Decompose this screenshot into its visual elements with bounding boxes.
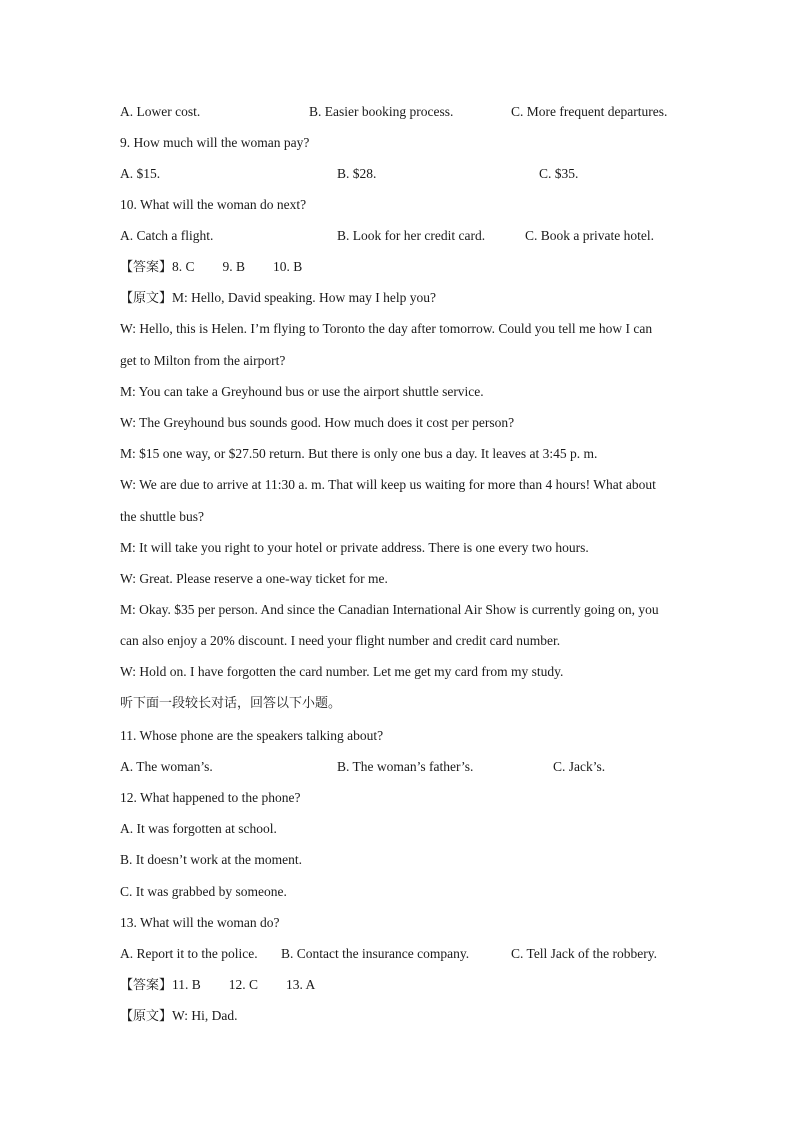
q10-option-b: B. Look for her credit card.	[337, 228, 486, 243]
answer-10: 10. B	[273, 259, 303, 274]
transcript-1-line-7: W: We are due to arrive at 11:30 a. m. That will keep us waiting for more than 4 hours! What about	[120, 477, 656, 492]
answer-8: 8. C	[172, 259, 195, 274]
q12-question: 12. What happened to the phone?	[120, 790, 301, 805]
q10-question: 10. What will the woman do next?	[120, 197, 307, 212]
transcript-tag: 【原文】	[120, 1009, 173, 1024]
answer-block-1	[120, 258, 302, 277]
answer-12: 12. C	[228, 977, 259, 992]
answer-tag: 【答案】	[120, 260, 173, 275]
q9-question: 9. How much will the woman pay?	[120, 135, 310, 150]
q8-option-b: B. Easier booking process.	[309, 104, 454, 119]
answer-block-2	[120, 976, 315, 995]
transcript-2-line-1: 【原文】W: Hi, Dad.	[120, 1008, 238, 1024]
transcript-1-line-4: M: You can take a Greyhound bus or use the airport shuttle service.	[120, 384, 484, 399]
q11-option-c: C. Jack’s.	[553, 759, 606, 774]
q9-option-c: C. $35.	[539, 166, 579, 181]
q10-option-c: C. Book a private hotel.	[525, 228, 654, 243]
q13-option-b: B. Contact the insurance company.	[281, 946, 470, 961]
transcript-1-line-5: W: The Greyhound bus sounds good. How much does it cost per person?	[120, 415, 515, 430]
transcript-1-line-9: M: It will take you right to your hotel or private address. There is one every two hours.	[120, 540, 589, 555]
q8-option-c: C. More frequent departures.	[511, 104, 668, 119]
q9-option-b: B. $28.	[337, 166, 377, 181]
q8-option-a: A. Lower cost.	[120, 104, 201, 119]
transcript-1-line-12: can also enjoy a 20% discount. I need your flight number and credit card number.	[120, 633, 561, 648]
q13-option-a: A. Report it to the police.	[120, 946, 258, 961]
transcript-1-line-6: M: $15 one way, or $27.50 return. But there is only one bus a day. It leaves at 3:45 p. m.	[120, 446, 598, 461]
q12-option-b: B. It doesn’t work at the moment.	[120, 852, 302, 867]
answer-11: 11. B	[172, 977, 201, 992]
q12-option-a: A. It was forgotten at school.	[120, 821, 277, 836]
transcript-1-line-3: get to Milton from the airport?	[120, 353, 286, 368]
answer-13: 13. A	[286, 977, 316, 992]
q13-question: 13. What will the woman do?	[120, 915, 280, 930]
transcript-1-line-8: the shuttle bus?	[120, 509, 204, 524]
q11-question: 11. Whose phone are the speakers talking about?	[120, 728, 384, 743]
section-intro: 听下面一段较长对话，回答以下小题。	[120, 696, 342, 711]
transcript-1-line-11: M: Okay. $35 per person. And since the Canadian International Air Show is currently going on, you	[120, 602, 659, 617]
q11-option-b: B. The woman’s father’s.	[337, 759, 474, 774]
transcript-1-line-1: 【原文】M: Hello, David speaking. How may I help you?	[120, 290, 436, 306]
q10-option-a: A. Catch a flight.	[120, 228, 214, 243]
transcript-tag: 【原文】	[120, 291, 173, 306]
answer-9: 9. B	[222, 259, 246, 274]
transcript-1-line-10: W: Great. Please reserve a one-way ticket for me.	[120, 571, 388, 586]
q9-option-a: A. $15.	[120, 166, 161, 181]
q12-option-c: C. It was grabbed by someone.	[120, 884, 287, 899]
q13-option-c: C. Tell Jack of the robbery.	[511, 946, 658, 961]
transcript-1-line-2: W: Hello, this is Helen. I’m flying to Toronto the day after tomorrow. Could you tell me how I can	[120, 321, 653, 336]
answer-tag: 【答案】	[120, 978, 173, 993]
transcript-1-line-13: W: Hold on. I have forgotten the card number. Let me get my card from my study.	[120, 664, 564, 679]
q11-option-a: A. The woman’s.	[120, 759, 213, 774]
